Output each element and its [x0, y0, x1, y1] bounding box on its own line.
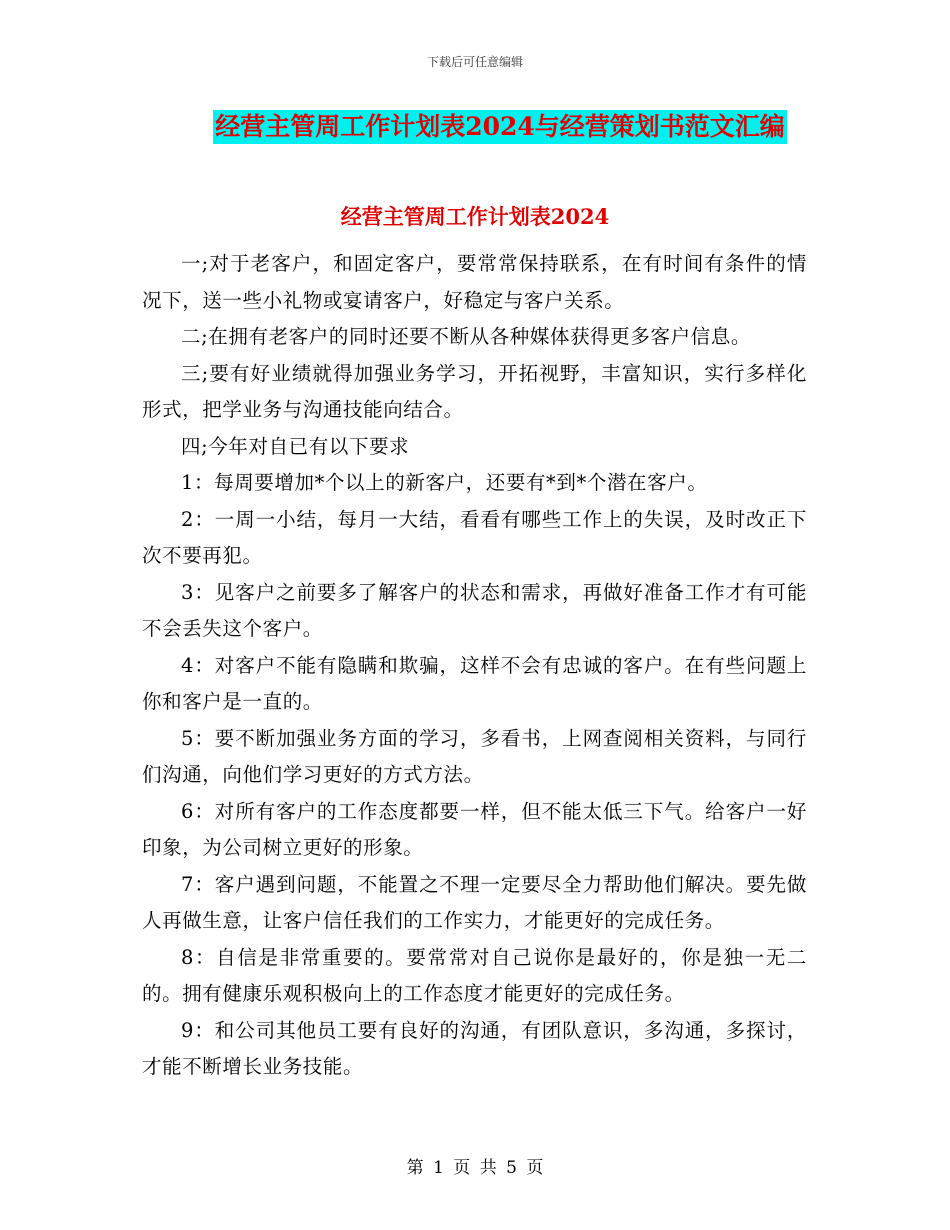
paragraph: 二;在拥有老客户的同时还要不断从各种媒体获得更多客户信息。	[181, 325, 751, 348]
header-note: 下载后可任意编辑	[426, 55, 523, 69]
paragraph: 5：要不断加强业务方面的学习，多看书，上网查阅相关资料，与同行们沟通，向他们学习更好的方式方法。	[142, 726, 807, 786]
paragraph: 1：每周要增加*个以上的新客户，还要有*到*个潜在客户。	[181, 471, 708, 494]
main-title-container	[0, 110, 950, 144]
paragraph: 8：自信是非常重要的。要常常对自己说你是最好的，你是独一无二的。拥有健康乐观积极向上的工作态度才能更好的完成任务。	[142, 945, 807, 1005]
paragraph: 7：客户遇到问题，不能置之不理一定要尽全力帮助他们解决。要先做人再做生意，让客户信任我们的工作实力，才能更好的完成任务。	[142, 872, 807, 932]
main-title: 经营主管周工作计划表2024与经营策划书范文汇编	[213, 110, 787, 144]
body-text	[142, 246, 807, 1086]
section-title: 经营主管周工作计划表2024	[340, 204, 610, 229]
paragraph: 四;今年对自已有以下要求	[181, 434, 410, 458]
page-indicator: 第 1 页 共 5 页	[406, 1158, 544, 1178]
paragraph: 9：和公司其他员工要有良好的沟通，有团队意识，多沟通，多探讨，才能不断增长业务技能。	[142, 1018, 807, 1078]
paragraph: 三;要有好业绩就得加强业务学习，开拓视野，丰富知识，实行多样化形式，把学业务与沟通技能向结合。	[142, 361, 807, 421]
paragraph: 6：对所有客户的工作态度都要一样，但不能太低三下气。给客户一好印象，为公司树立更好的形象。	[142, 799, 807, 859]
paragraph: 2：一周一小结，每月一大结，看看有哪些工作上的失误，及时改正下次不要再犯。	[142, 507, 807, 567]
paragraph: 4：对客户不能有隐瞒和欺骗，这样不会有忠诚的客户。在有些问题上你和客户是一直的。	[142, 653, 807, 713]
paragraph: 一;对于老客户，和固定客户，要常常保持联系，在有时间有条件的情况下，送一些小礼物或宴请客户，好稳定与客户关系。	[142, 252, 807, 312]
paragraph: 3：见客户之前要多了解客户的状态和需求，再做好准备工作才有可能不会丢失这个客户。	[142, 580, 807, 640]
